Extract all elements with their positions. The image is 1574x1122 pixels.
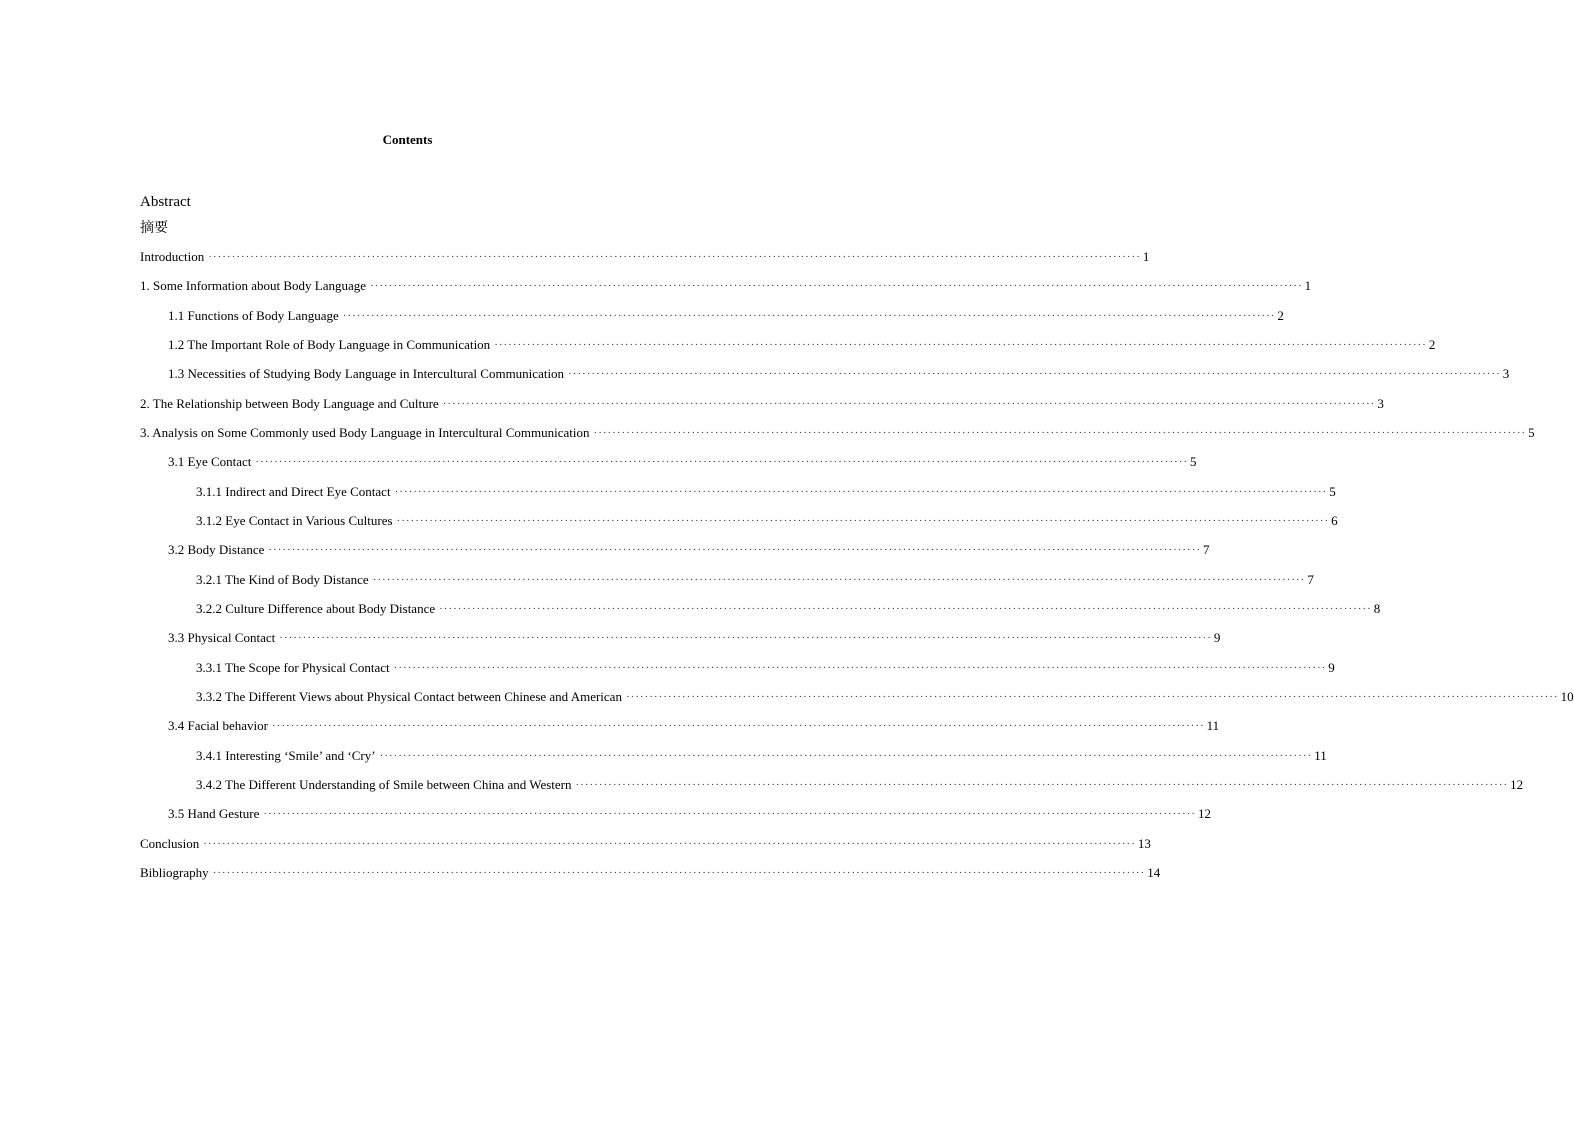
toc-entry[interactable] [140,805,1211,834]
toc-entry[interactable] [140,629,1221,658]
toc-entry[interactable] [140,395,1384,424]
toc-entry[interactable] [140,336,1436,365]
toc-entry-label: 3.1.2 Eye Contact in Various Cultures [196,512,393,528]
toc-dot-leader: ········································································································································································································ [379,749,1313,762]
toc-entry[interactable] [140,424,1535,453]
toc-dot-leader: ········································································································································································································ [212,866,1146,879]
toc-entry-page-number: 10 [1560,688,1574,704]
toc-entry-page-number: 5 [1329,483,1336,499]
toc-entry-page-number: 12 [1510,776,1524,792]
toc-entry[interactable] [140,835,1151,864]
toc-entry-label: 1.1 Functions of Body Language [168,307,339,323]
toc-dot-leader: ········································································································································································································ [575,778,1509,791]
toc-entry-label: 1. Some Information about Body Language [140,278,367,294]
toc-entry-label: Bibliography [140,864,209,880]
toc-entry-page-number: 11 [1314,747,1327,763]
toc-entry-page-number: 6 [1331,512,1338,528]
toc-entry-page-number: 9 [1213,630,1221,646]
toc-dot-leader: ········································································································································································································ [442,397,1376,410]
toc-dot-leader: ········································································································································································································ [593,426,1527,439]
toc-dot-leader: ········································································································································································································ [255,456,1189,469]
toc-dot-leader: ········································································································································································································ [370,280,1303,293]
toc-dot-leader: ········································································································································································································ [625,690,1559,703]
toc-entry-label: 3.3.2 The Different Views about Physical Contact between Chinese and American [196,688,622,704]
toc-entry[interactable] [140,248,1150,277]
toc-entry-label: 1.3 Necessities of Studying Body Language in Intercultural Communication [168,366,565,382]
toc-entry-page-number: 3 [1502,366,1510,382]
toc-entry-page-number: 1 [1304,278,1312,294]
toc-entry-page-number: 2 [1277,307,1284,323]
toc-entry-label: 3.2.1 The Kind of Body Distance [196,571,369,587]
toc-entry[interactable] [140,600,1381,629]
toc-entry-label: 3.2 Body Distance [168,542,265,558]
toc-entry[interactable] [140,688,1574,717]
toc-entry-label: 3.4.1 Interesting ‘Smile’ and ‘Cry’ [196,747,376,763]
toc-entry-label: 3.4.2 The Different Understanding of Smile between China and Western [196,776,572,792]
toc-entry-page-number: 12 [1197,806,1211,822]
toc-entry-page-number: 13 [1137,835,1151,851]
toc-entry[interactable] [140,776,1524,805]
abstract-heading[interactable]: Abstract [140,194,191,210]
toc-entry-label: 3.2.2 Culture Difference about Body Distance [196,600,436,616]
toc-entry[interactable] [140,717,1220,746]
toc-entry-page-number: 9 [1328,659,1335,675]
toc-dot-leader: ········································································································································································································ [203,837,1136,850]
toc-entry-page-number: 7 [1203,542,1210,558]
toc-dot-leader: ········································································································································································································ [279,632,1212,645]
toc-entry[interactable] [140,483,1336,512]
toc-entry-label: 3.1.1 Indirect and Direct Eye Contact [196,483,391,499]
page-title: Contents [382,132,433,147]
toc-entry[interactable] [140,277,1312,306]
toc-entry-label: 3.3.1 The Scope for Physical Contact [196,659,390,675]
toc-entry[interactable] [140,453,1197,482]
toc-entry-label: 3.3 Physical Contact [168,630,276,646]
toc-dot-leader: ········································································································································································································ [396,514,1330,527]
toc-entry-page-number: 5 [1190,454,1197,470]
toc-entry-page-number: 3 [1377,395,1384,411]
toc-dot-leader: ········································································································································································································ [208,251,1141,263]
toc-entry-label: Introduction [140,249,205,264]
toc-entry[interactable] [140,659,1335,688]
table-of-contents [140,248,1574,893]
toc-entry-page-number: 7 [1307,571,1314,587]
toc-entry-label: 2. The Relationship between Body Language and Culture [140,395,439,411]
toc-entry-page-number: 11 [1206,718,1220,734]
toc-entry-label: Conclusion [140,835,200,851]
toc-entry-page-number: 1 [1142,249,1150,264]
toc-entry-page-number: 2 [1428,336,1436,352]
toc-entry[interactable] [140,307,1284,336]
toc-entry[interactable] [140,541,1210,570]
toc-entry-label: 3.4 Facial behavior [168,718,268,734]
toc-dot-leader: ········································································································································································································ [568,368,1501,381]
toc-entry[interactable] [140,512,1338,541]
toc-dot-leader: ········································································································································································································ [372,573,1306,586]
toc-entry-label: 3.1 Eye Contact [168,454,252,470]
chinese-abstract-heading[interactable]: 摘要 [140,220,168,236]
toc-dot-leader: ········································································································································································································ [268,544,1202,557]
toc-entry-page-number: 14 [1147,864,1161,880]
toc-dot-leader: ········································································································································································································ [393,661,1327,674]
toc-dot-leader: ········································································································································································································ [342,309,1276,322]
toc-entry-label: 1.2 The Important Role of Body Language in Communication [168,336,491,352]
toc-entry[interactable] [140,571,1314,600]
toc-dot-leader: ········································································································································································································ [263,808,1196,821]
toc-entry-page-number: 8 [1373,600,1381,616]
toc-entry[interactable] [140,747,1327,776]
toc-entry-page-number: 5 [1528,424,1535,440]
toc-dot-leader: ········································································································································································································ [494,338,1427,351]
toc-dot-leader: ········································································································································································································ [439,602,1372,615]
toc-entry[interactable] [140,864,1161,893]
toc-entry-label: 3. Analysis on Some Commonly used Body Language in Intercultural Communication [140,424,590,440]
toc-entry-label: 3.5 Hand Gesture [168,806,260,822]
toc-dot-leader: ········································································································································································································ [394,485,1328,498]
toc-dot-leader: ········································································································································································································ [272,720,1205,733]
toc-entry[interactable] [140,365,1510,394]
